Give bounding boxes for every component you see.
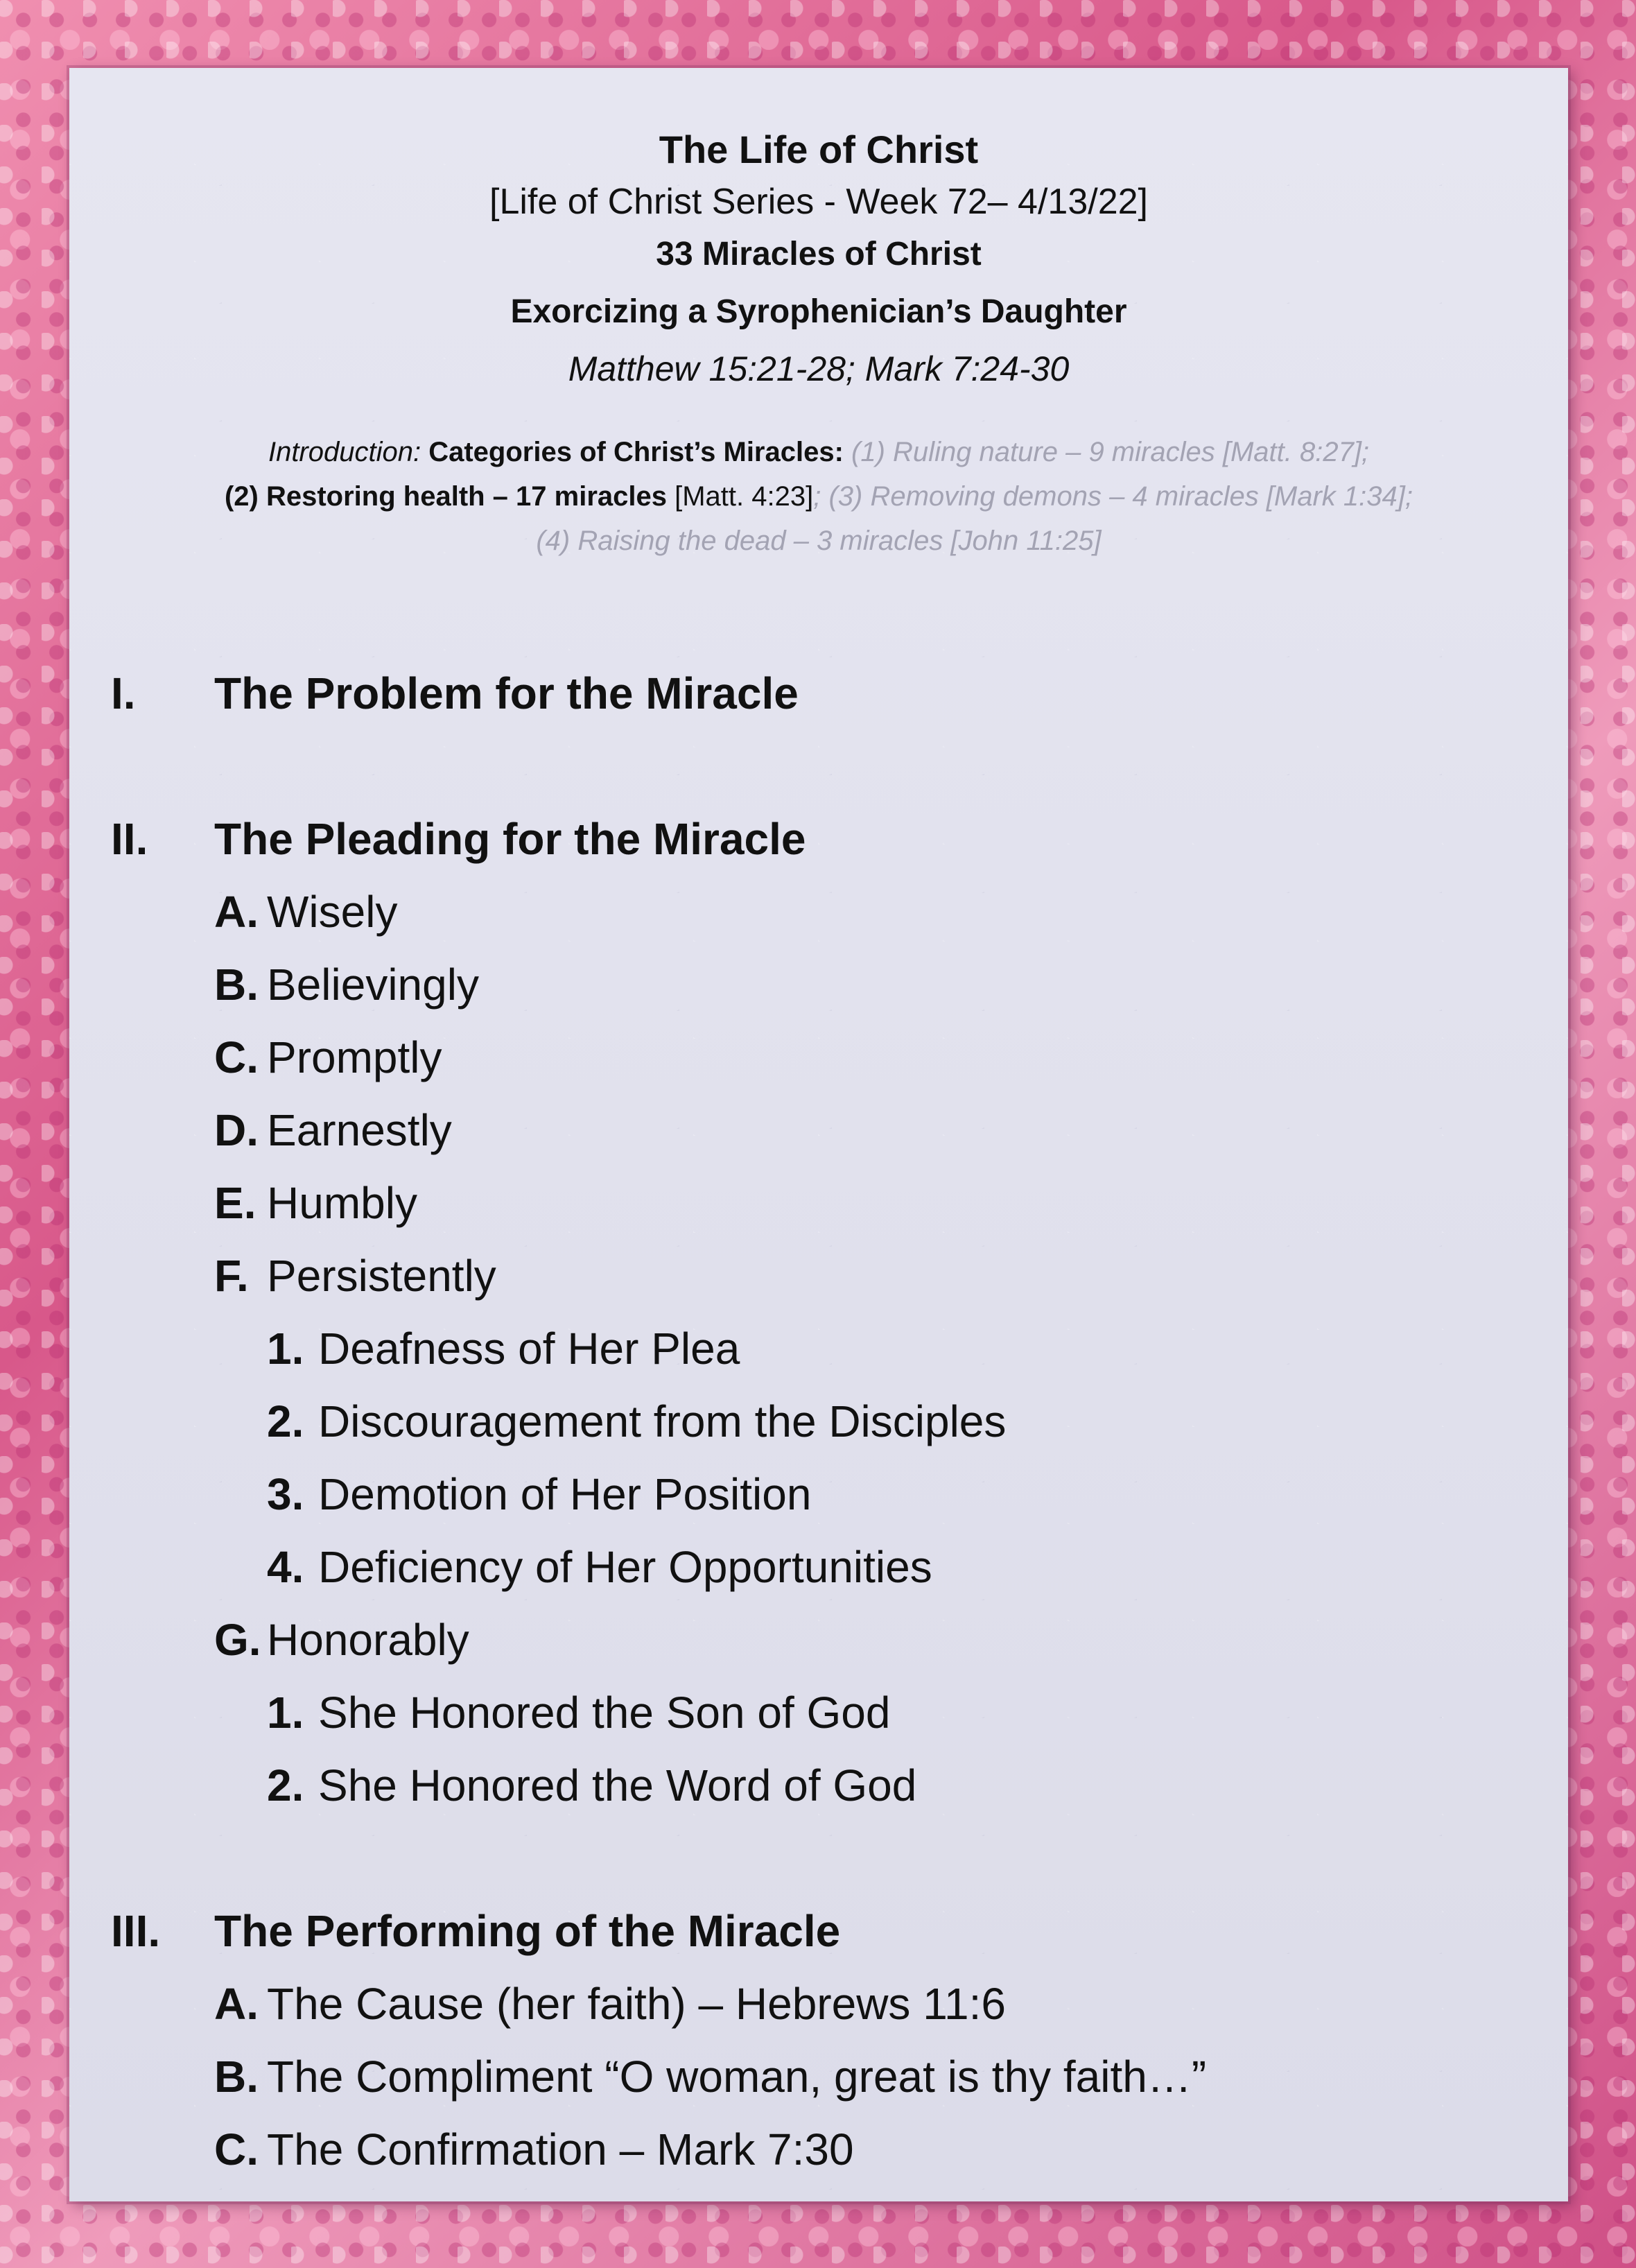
sub-label: 2. — [267, 1396, 304, 1446]
sub-text: She Honored the Word of God — [318, 1760, 917, 1810]
section-number: I. — [111, 668, 136, 718]
list-item — [111, 1094, 1525, 1167]
sub-item — [111, 1313, 1525, 1385]
sub-item — [111, 1458, 1525, 1531]
sub-item — [111, 1385, 1525, 1458]
header — [69, 68, 1568, 397]
section-title: The Pleading for the Miracle — [214, 814, 806, 864]
section-2-heading — [111, 803, 1525, 876]
sub-text: She Honored the Son of God — [318, 1688, 891, 1738]
sub-item — [111, 1677, 1525, 1749]
category-1: (1) Ruling nature – 9 miracles [Matt. 8:27]; — [851, 437, 1370, 467]
sub-label: 1. — [267, 1324, 304, 1374]
item-text: Persistently — [267, 1251, 496, 1301]
list-item — [111, 1167, 1525, 1240]
item-label: C. — [214, 1032, 259, 1082]
item-label: G. — [214, 1615, 261, 1665]
item-text: Humbly — [267, 1178, 417, 1228]
sub-text: Deficiency of Her Opportunities — [318, 1542, 932, 1592]
item-text: The Confirmation – Mark 7:30 — [267, 2124, 854, 2174]
item-label: E. — [214, 1178, 256, 1228]
sub-item — [111, 1531, 1525, 1604]
category-2: (2) Restoring health – 17 miracles — [224, 481, 667, 512]
section-3-heading — [111, 1895, 1525, 1968]
series-line: [Life of Christ Series - Week 72– 4/13/22] — [489, 182, 1148, 222]
sub-text: Demotion of Her Position — [318, 1469, 812, 1519]
page-title: The Life of Christ — [659, 128, 979, 171]
list-item — [111, 949, 1525, 1021]
scripture-reference: Matthew 15:21-28; Mark 7:24-30 — [568, 349, 1070, 388]
introduction — [69, 430, 1568, 563]
category-4: (4) Raising the dead – 3 miracles [John 11:25] — [536, 526, 1102, 556]
section-title: The Problem for the Miracle — [214, 668, 799, 718]
category-3: ; (3) Removing demons – 4 miracles [Mark 1:34]; — [813, 481, 1413, 512]
item-label: B. — [214, 960, 259, 1010]
section-number: III. — [111, 1906, 161, 1956]
section-1-heading — [111, 657, 1525, 730]
list-item — [111, 2041, 1525, 2113]
item-label: C. — [214, 2124, 259, 2174]
item-label: F. — [214, 1251, 249, 1301]
list-item — [111, 876, 1525, 949]
intro-label: Introduction: — [268, 437, 421, 467]
item-label: A. — [214, 1979, 259, 2029]
item-label: D. — [214, 1105, 259, 1155]
intro-line-2 — [111, 474, 1526, 519]
sub-label: 2. — [267, 1760, 304, 1810]
item-text: Believingly — [267, 960, 479, 1010]
section-number: II. — [111, 814, 148, 864]
item-text: Promptly — [267, 1032, 442, 1082]
document-page — [69, 68, 1568, 2201]
section-title: The Performing of the Miracle — [214, 1906, 841, 1956]
sub-text: Discouragement from the Disciples — [318, 1396, 1007, 1446]
category-2-ref: [Matt. 4:23] — [675, 481, 814, 512]
sub-text: Deafness of Her Plea — [318, 1324, 740, 1374]
item-text: Earnestly — [267, 1105, 452, 1155]
list-item — [111, 1968, 1525, 2041]
sermon-subtitle: Exorcizing a Syrophenician’s Daughter — [510, 293, 1127, 330]
sermon-outline — [111, 657, 1525, 2186]
topic-line: 33 Miracles of Christ — [656, 236, 982, 272]
item-label: A. — [214, 887, 259, 937]
categories-label: Categories of Christ’s Miracles: — [428, 437, 844, 467]
intro-line-1 — [111, 430, 1526, 474]
item-label: B. — [214, 2052, 259, 2102]
list-item — [111, 2113, 1525, 2186]
sub-label: 3. — [267, 1469, 304, 1519]
list-item — [111, 1240, 1525, 1313]
sub-item — [111, 1749, 1525, 1822]
item-text: The Cause (her faith) – Hebrews 11:6 — [267, 1979, 1006, 2029]
list-item — [111, 1021, 1525, 1094]
item-text: The Compliment “O woman, great is thy faith…” — [267, 2052, 1207, 2102]
intro-line-3 — [111, 519, 1526, 563]
list-item — [111, 1604, 1525, 1677]
item-text: Wisely — [267, 887, 398, 937]
sub-label: 4. — [267, 1542, 304, 1592]
sub-label: 1. — [267, 1688, 304, 1738]
item-text: Honorably — [267, 1615, 469, 1665]
